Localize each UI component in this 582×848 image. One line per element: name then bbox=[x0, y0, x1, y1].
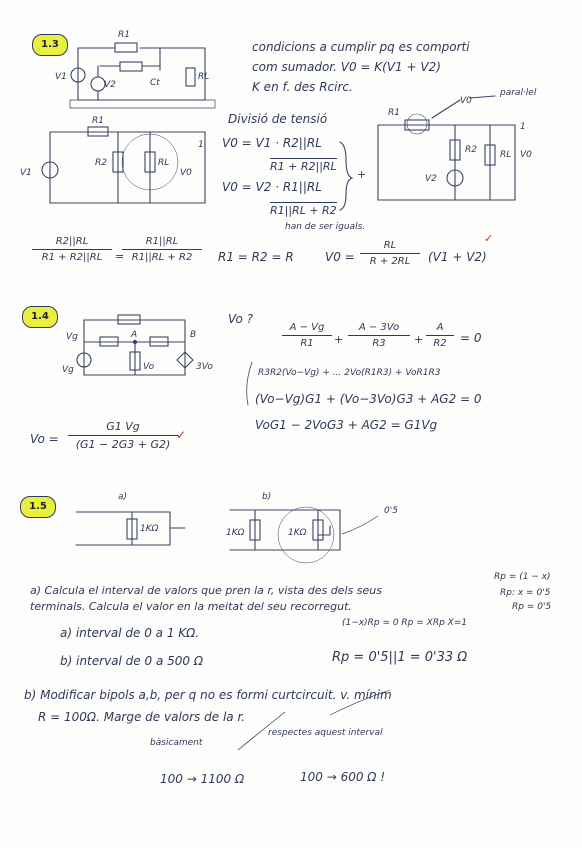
eq-a-frac: A − Vg R1 bbox=[282, 322, 332, 349]
label-b-node: B bbox=[190, 330, 197, 340]
question-b-line-1: b) Modificar bipols a,b, per q no es formi curtcircuit. v. mínim bbox=[24, 688, 392, 702]
label-r2-right: R2 bbox=[465, 145, 477, 155]
resistor-1k-b2: 1KΩ bbox=[288, 528, 307, 538]
check-1-4: ✓ bbox=[176, 428, 187, 442]
label-vg-source: Vg bbox=[62, 365, 74, 375]
label-v2-top: V2 bbox=[104, 80, 116, 90]
section-badge-1-3: 1.3 bbox=[32, 34, 68, 56]
vo-result-label: Vo = bbox=[30, 432, 59, 446]
label-r2-divisor: R2 bbox=[95, 158, 107, 168]
divisor-title: Divisió de tensió bbox=[228, 112, 328, 126]
note-basic: bàsicament bbox=[150, 738, 203, 748]
label-ct-top: Ct bbox=[150, 78, 160, 88]
answer-a-side: (1−x)Rp = 0 Rp = XRp X=1 bbox=[342, 618, 468, 628]
frac-left: R2||RL R1 + R2||RL bbox=[32, 236, 112, 263]
eq-expanded: R3R2(Vo−Vg) + ... 2Vo(R1R3) + VoR1R3 bbox=[258, 368, 441, 378]
side-note-3: Rp = 0'5 bbox=[512, 602, 552, 612]
label-b-circuit: b) bbox=[262, 492, 272, 502]
label-v0-right: V0 bbox=[460, 96, 472, 106]
label-one: 1 bbox=[198, 140, 204, 150]
eq-conductance: (Vo−Vg)G1 + (Vo−3Vo)G3 + AG2 = 0 bbox=[255, 392, 482, 406]
conditions-line-1: condicions a cumplir pq es comporti bbox=[252, 40, 470, 54]
eq-top-tail: = 0 bbox=[460, 331, 482, 345]
divisor-eq-1-den: R1 + R2||RL bbox=[270, 160, 337, 173]
vo-question: Vo ? bbox=[228, 312, 254, 326]
question-a-line-2: terminals. Calcula el valor en la meitat del seu recorregut. bbox=[30, 600, 352, 613]
label-v1-top: V1 bbox=[55, 72, 67, 82]
resistor-1k-a: 1KΩ bbox=[140, 524, 159, 534]
label-parallel: paral·lel bbox=[500, 88, 537, 98]
section-badge-1-5: 1.5 bbox=[20, 496, 56, 518]
section-badge-1-4: 1.4 bbox=[22, 306, 58, 328]
note-05: 0'5 bbox=[384, 506, 398, 516]
check-1-3: ✓ bbox=[484, 232, 494, 245]
label-one-right: 1 bbox=[520, 122, 526, 132]
divisor-eq-1: V0 = V1 · R2||RL bbox=[222, 136, 322, 150]
result-r-equal: R1 = R2 = R bbox=[218, 250, 294, 264]
result-v0: V0 = bbox=[325, 250, 355, 264]
note-equal: han de ser iguals. bbox=[285, 222, 366, 232]
label-v0d-right: V0 bbox=[520, 150, 532, 160]
resistor-1k-b1: 1KΩ bbox=[226, 528, 245, 538]
conditions-line-2: com sumador. V0 = K(V1 + V2) bbox=[252, 60, 441, 74]
label-a-node: A bbox=[131, 330, 138, 340]
frac-right: R1||RL R1||RL + R2 bbox=[122, 236, 202, 263]
divisor-eq-2: V0 = V2 · R1||RL bbox=[222, 180, 322, 194]
label-r1-right: R1 bbox=[388, 108, 400, 118]
label-a-circuit: a) bbox=[118, 492, 128, 502]
notebook-page: 1.3 condicions a cumplir pq es comporti com sumador. V0 = K(V1 + V2) K en f. des Rcirc. R1 V1 V2 Ct RL R1 V1 R2 RL V0 1 Divisió de tensió V0 = V1 · R2||RL R1 + R2||RL V0 = V2 · R1||RL R1||RL + R2 han de ser iguals. + R1 V0 paral·lel R2 RL V0 V2 1 R2||RL R1 + R2||RL = R1||RL R1||RL + R2 R1 = R2 = R V0 = RL R + 2RL (V1 + V2) ✓ 1.4 Vo ? Vg A B Vg Vo 3Vo A − Vg R1 + A − 3Vo R3 + A R2 = 0 R3R2(Vo−Vg) + ... 2Vo(R1R3) + VoR1R3 (Vo−Vg)G1 + (Vo−3Vo)G3 + AG2 = 0 VoG1 − 2VoG3 + AG2 = G1Vg Vo = G1 Vg (G1 − 2G3 + G2) ✓ 1.5 a) b) 1KΩ 1KΩ 1KΩ 0'5 a) Calcula el interval de valors que pren la r, vista des dels seus terminals. Calcula el valor en la meitat del seu recorregut. Rp = (1 − x) Rp: x = 0'5 Rp = 0'5 a) interval de 0 a 1 KΩ. (1−x)Rp = 0 Rp = XRp X=1 b) interval de 0 a 500 Ω Rp = 0'5||1 = 0'33 Ω b) Modificar bipols a,b, per q no es formi curtcircuit. v. mínim R = 100Ω. Marge de valors de la r. bàsicament respectes aquest interval 100 → 1100 Ω 100 → 600 Ω ! bbox=[0, 0, 582, 848]
side-note-1: Rp = (1 − x) bbox=[494, 572, 551, 582]
eq-c-frac: A R2 bbox=[426, 322, 454, 349]
label-v2-right: V2 bbox=[425, 174, 437, 184]
label-v1-divisor: V1 bbox=[20, 168, 32, 178]
label-r1-divisor: R1 bbox=[92, 116, 104, 126]
result-tail: (V1 + V2) bbox=[428, 250, 487, 264]
range-1: 100 → 1100 Ω bbox=[160, 772, 245, 786]
label-3vo-source: 3Vo bbox=[196, 362, 213, 372]
result-frac: RL R + 2RL bbox=[360, 240, 420, 267]
answer-a: a) interval de 0 a 1 KΩ. bbox=[60, 626, 200, 640]
conditions-line-3: K en f. des Rcirc. bbox=[252, 80, 353, 94]
label-rl-top: RL bbox=[198, 72, 210, 82]
label-vo-node: Vo bbox=[143, 362, 155, 372]
label-rl-divisor: RL bbox=[158, 158, 170, 168]
note-respect: respectes aquest interval bbox=[268, 728, 383, 738]
vo-result-frac: G1 Vg (G1 − 2G3 + G2) bbox=[68, 420, 178, 451]
eq-simplified: VoG1 − 2VoG3 + AG2 = G1Vg bbox=[255, 418, 438, 432]
range-2: 100 → 600 Ω ! bbox=[300, 770, 386, 784]
answer-b: b) interval de 0 a 500 Ω bbox=[60, 654, 203, 668]
answer-b-side: Rp = 0'5||1 = 0'33 Ω bbox=[332, 650, 468, 665]
eq-b-frac: A − 3Vo R3 bbox=[348, 322, 410, 349]
side-note-2: Rp: x = 0'5 bbox=[500, 588, 551, 598]
label-rl-right: RL bbox=[500, 150, 512, 160]
question-b-line-2: R = 100Ω. Marge de valors de la r. bbox=[38, 710, 246, 724]
plus-sign: + bbox=[357, 168, 367, 181]
divisor-eq-2-den: R1||RL + R2 bbox=[270, 204, 337, 217]
frac-equals: = bbox=[115, 250, 125, 263]
label-vo-divisor: V0 bbox=[180, 168, 192, 178]
label-vg-top: Vg bbox=[66, 332, 78, 342]
label-r1-top: R1 bbox=[118, 30, 130, 40]
question-a-line-1: a) Calcula el interval de valors que pren la r, vista des dels seus bbox=[30, 584, 382, 597]
